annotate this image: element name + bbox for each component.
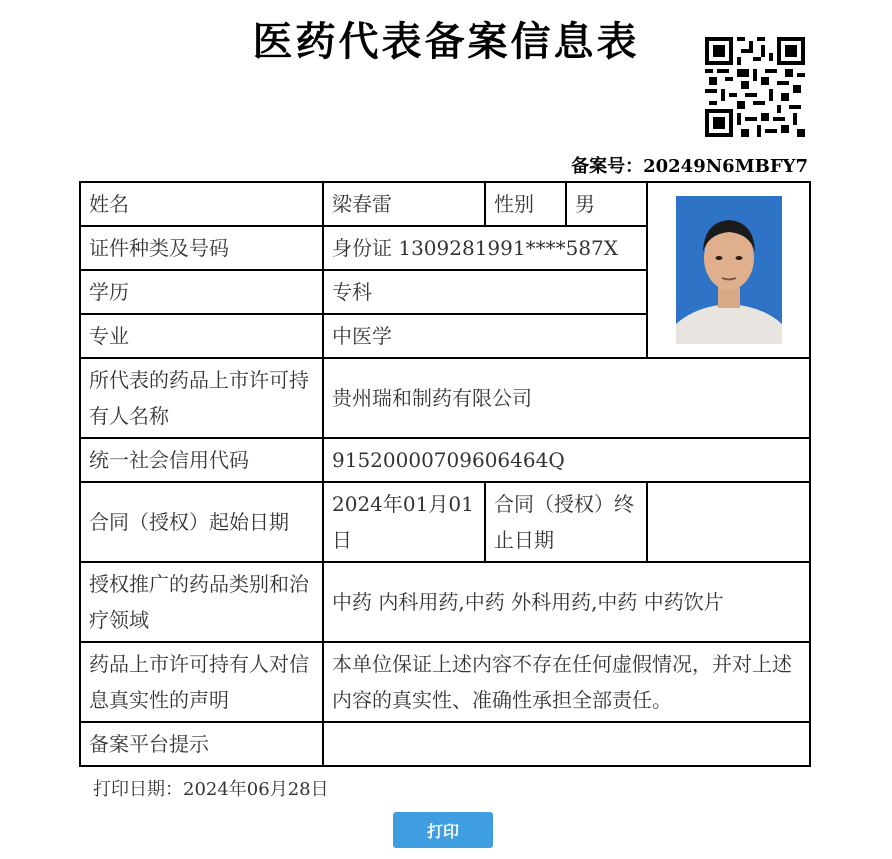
label-holder: 所代表的药品上市许可持有人名称 — [80, 358, 323, 438]
value-name: 梁春雷 — [323, 182, 485, 226]
person-photo — [676, 196, 782, 344]
info-table — [79, 181, 811, 767]
value-gender: 男 — [566, 182, 647, 226]
label-gender: 性别 — [485, 182, 566, 226]
print-button[interactable]: 打印 — [393, 812, 493, 848]
label-declaration: 药品上市许可持有人对信息真实性的声明 — [80, 642, 323, 722]
page-title: 医药代表备案信息表 — [252, 19, 640, 65]
value-declaration: 本单位保证上述内容不存在任何虚假情况，并对上述内容的真实性、准确性承担全部责任。 — [323, 642, 810, 722]
label-name: 姓名 — [80, 182, 323, 226]
value-start-date: 2024年01月01日 — [323, 482, 485, 562]
value-category: 中药 内科用药,中药 外科用药,中药 中药饮片 — [323, 562, 810, 642]
label-end-date: 合同（授权）终止日期 — [485, 482, 647, 562]
value-major: 中医学 — [323, 314, 647, 358]
label-credit-code: 统一社会信用代码 — [80, 438, 323, 482]
label-major: 专业 — [80, 314, 323, 358]
label-start-date: 合同（授权）起始日期 — [80, 482, 323, 562]
value-education: 专科 — [323, 270, 647, 314]
value-platform-hint — [323, 722, 810, 766]
label-id: 证件种类及号码 — [80, 226, 323, 270]
print-date: 打印日期：2024年06月28日 — [93, 779, 329, 800]
record-number: 备案号：20249N6MBFY7 — [571, 156, 808, 177]
qr-code-icon — [705, 37, 805, 137]
value-holder: 贵州瑞和制药有限公司 — [323, 358, 810, 438]
photo-cell — [647, 182, 810, 358]
label-education: 学历 — [80, 270, 323, 314]
value-id: 身份证 1309281991****587X — [323, 226, 647, 270]
value-end-date — [647, 482, 810, 562]
label-category: 授权推广的药品类别和治疗领域 — [80, 562, 323, 642]
value-credit-code: 91520000709606464Q — [323, 438, 810, 482]
label-platform-hint: 备案平台提示 — [80, 722, 323, 766]
